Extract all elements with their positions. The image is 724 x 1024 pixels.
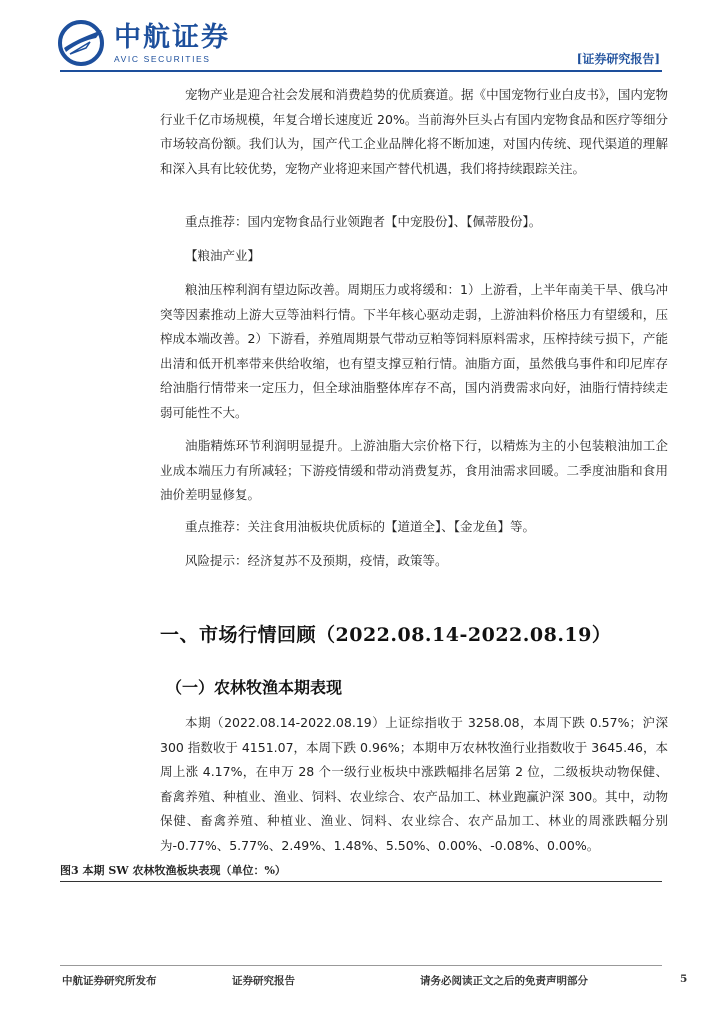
grain-oil-recommendation: 重点推荐：关注食用油板块优质标的【道道全】、【金龙鱼】等。 bbox=[185, 519, 536, 534]
figure-divider bbox=[60, 881, 662, 882]
performance-paragraph: 本期（2022.08.14-2022.08.19）上证综指收于 3258.08，本周下跌 0.57%；沪深 300 指数收于 4151.07，本周下跌 0.96%；本期申万农林牧渔行业指数收于 3645.46，本周上涨 4.17%，在申万 28 个一级行业板块中涨跌幅排名居第 2 位，二级板块动物保健、畜禽养殖、种植业、渔业、饲料、农业综合、农产品加工、林业跑赢沪深 300。其中，动物保健、畜禽养殖、种植业、渔业、饲料、农业综合、农产品加工、林业的周涨跌幅分别为-0.77%、5.77%、2.49%、1.48%、5.50%、0.00%、-0.08%、0.00%。 bbox=[160, 715, 668, 853]
grain-oil-paragraph-2: 油脂精炼环节利润明显提升。上游油脂大宗价格下行，以精炼为主的小包装粮油加工企业成本端压力有所减轻；下游疫情缓和带动消费复苏，食用油需求回暖。二季度油脂和食用油价差明显修复。 bbox=[160, 438, 668, 502]
grain-oil-title-block bbox=[160, 244, 668, 269]
footer-divider bbox=[60, 965, 662, 966]
footer-doc-type: 证券研究报告 bbox=[232, 975, 295, 987]
grain-oil-paragraph-1: 粮油压榨利润有望边际改善。周期压力或将缓和：1）上游看，上半年南美干旱、俄乌冲突等因素推动上游大豆等油料行情。下半年核心驱动走弱，上游油料价格压力有望缓和，压榨成本端改善。2）下游看，养殖周期景气带动豆粕等饲料原料需求，压榨持续亏损下，产能出清和低开机率带来供给收缩，也有望支撑豆粕行情。油脂方面，虽然俄乌事件和印尼库存给油脂行情带来一定压力，但全球油脂整体库存不高，国内消费需求向好，油脂行情持续走弱可能性不大。 bbox=[160, 282, 668, 420]
pet-industry-block bbox=[160, 83, 668, 181]
pet-recommendation: 重点推荐：国内宠物食品行业领跑者【中宠股份】、【佩蒂股份】。 bbox=[185, 214, 542, 229]
risk-block bbox=[160, 549, 668, 574]
grain-oil-section-title: 【粮油产业】 bbox=[185, 248, 261, 263]
avic-logo-icon bbox=[56, 18, 106, 68]
company-logo bbox=[56, 18, 230, 68]
logo-english-name: AVIC SECURITIES bbox=[114, 53, 211, 64]
pet-recommendation-block bbox=[160, 210, 668, 235]
grain-oil-block-1 bbox=[160, 278, 668, 425]
logo-chinese-name: 中航证券 bbox=[114, 21, 230, 53]
figure-caption: 图3 本期 SW 农林牧渔板块表现（单位：%） bbox=[60, 864, 286, 877]
footer-disclaimer: 请务必阅读正文之后的免责声明部分 bbox=[420, 975, 588, 987]
risk-warning: 风险提示：经济复苏不及预期，疫情，政策等。 bbox=[185, 553, 448, 568]
pet-industry-paragraph: 宠物产业是迎合社会发展和消费趋势的优质赛道。据《中国宠物行业白皮书》，国内宠物行业千亿市场规模，年复合增长速度近 20%。当前海外巨头占有国内宠物食品和医疗等细分市场较高份额。我们认为，国产代工企业品牌化将不断加速，对国内传统、现代渠道的理解和深入具有比较优势，宠物产业将迎来国产替代机遇，我们将持续跟踪关注。 bbox=[160, 87, 668, 176]
grain-oil-block-2 bbox=[160, 434, 668, 508]
subsection-heading-sector-performance: （一）农林牧渔本期表现 bbox=[166, 678, 343, 697]
report-type-tag: [证券研究报告] bbox=[576, 52, 660, 66]
page-number: 5 bbox=[680, 973, 688, 985]
grain-recommendation-block bbox=[160, 515, 668, 540]
footer-publisher: 中航证券研究所发布 bbox=[62, 975, 157, 987]
performance-block bbox=[160, 711, 668, 858]
header-divider bbox=[60, 70, 662, 72]
section-heading-market-review: 一、市场行情回顾（2022.08.14-2022.08.19） bbox=[160, 624, 612, 646]
